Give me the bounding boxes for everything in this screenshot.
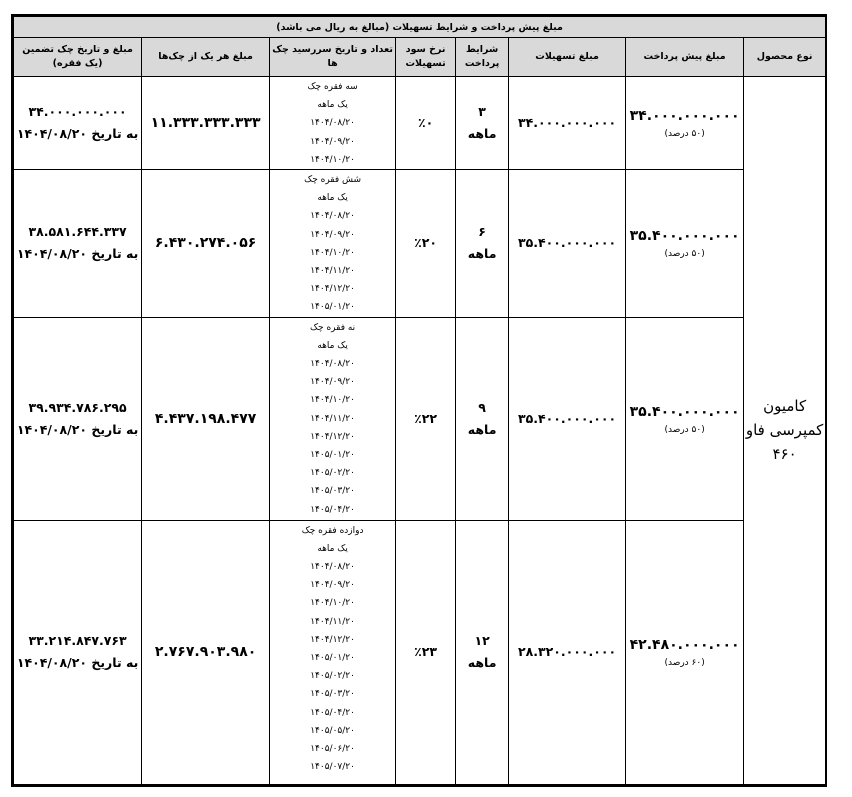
- product-cell: [744, 77, 826, 785]
- down-payment-percent: (۵۰ درصد): [664, 249, 705, 260]
- guarantee-cell: [14, 317, 142, 520]
- check-line: ۱۴۰۴/۱۱/۲۰: [310, 616, 355, 627]
- guarantee-cell: [14, 170, 142, 318]
- check-line: ۱۴۰۴/۱۰/۲۰: [310, 247, 355, 258]
- header-terms: شرایط پرداخت: [456, 38, 509, 77]
- guarantee-date: به تاریخ ۱۴۰۴/۰۸/۲۰: [16, 421, 139, 437]
- installment-table-container: [11, 14, 827, 787]
- header-per-check: مبلغ هر یک از چک‌ها: [142, 38, 270, 77]
- terms-cell: [456, 520, 509, 784]
- per-check-cell: ۲.۷۶۷.۹۰۳.۹۸۰: [142, 520, 270, 784]
- table-title: مبلغ پیش پرداخت و شرایط تسهیلات (مبالغ به ریال می باشد): [14, 17, 826, 38]
- check-line: ۱۴۰۵/۰۵/۲۰: [310, 725, 355, 736]
- check-line: ۱۴۰۴/۰۹/۲۰: [310, 136, 355, 147]
- down-payment-amount: ۳۵.۴۰۰.۰۰۰.۰۰۰: [629, 228, 740, 245]
- check-line: ۱۴۰۵/۰۳/۲۰: [310, 689, 355, 700]
- product-line2: کمپرسی فاو: [745, 421, 824, 440]
- table-row: [14, 520, 826, 784]
- check-line: ۱۴۰۴/۰۹/۲۰: [310, 580, 355, 591]
- check-line: یک ماهه: [317, 340, 348, 351]
- term-number: ۹: [478, 399, 486, 415]
- header-product: نوع محصول: [744, 38, 826, 77]
- check-line: دوازده فقره چک: [301, 525, 364, 536]
- check-line: ۱۴۰۵/۰۲/۲۰: [310, 671, 355, 682]
- interest-rate-cell: ٪۰: [396, 77, 456, 170]
- check-line: شش فقره چک: [304, 175, 362, 186]
- header-checks: تعداد و تاریخ سررسید چک ها: [270, 38, 396, 77]
- check-line: ۱۴۰۴/۱۲/۲۰: [310, 634, 355, 645]
- check-line: ۱۴۰۴/۱۲/۲۰: [310, 431, 355, 442]
- header-row: [14, 38, 826, 77]
- down-payment-cell: [626, 170, 744, 318]
- check-line: یک ماهه: [317, 100, 348, 111]
- down-payment-cell: [626, 520, 744, 784]
- term-number: ۶: [478, 224, 486, 240]
- check-line: یک ماهه: [317, 543, 348, 554]
- down-payment-percent: (۵۰ درصد): [664, 129, 705, 139]
- down-payment-percent: (۶۰ درصد): [664, 658, 705, 669]
- loan-amount-cell: ۳۴.۰۰۰.۰۰۰.۰۰۰: [509, 77, 626, 170]
- check-line: ۱۴۰۵/۰۳/۲۰: [310, 486, 355, 497]
- down-payment-amount: ۳۵.۴۰۰.۰۰۰.۰۰۰: [629, 403, 740, 420]
- table-row: [14, 170, 826, 318]
- check-line: ۱۴۰۴/۰۹/۲۰: [310, 229, 355, 240]
- check-line: ۱۴۰۵/۰۱/۲۰: [310, 302, 355, 313]
- interest-rate-cell: ٪۲۰: [396, 170, 456, 318]
- interest-rate-cell: ٪۲۳: [396, 520, 456, 784]
- check-line: ۱۴۰۵/۰۷/۲۰: [310, 762, 355, 773]
- header-guarantee-line2: (یک فقره): [52, 58, 103, 69]
- header-interest: نرخ سود تسهیلات: [396, 38, 456, 77]
- header-guarantee-line1: مبلغ و تاریخ چک تضمین: [22, 44, 133, 55]
- product-line1: کامیون: [763, 397, 807, 416]
- guarantee-amount: ۳۳.۲۱۴.۸۴۷.۷۶۳: [28, 633, 127, 649]
- guarantee-cell: [14, 520, 142, 784]
- check-line: ۱۴۰۴/۰۸/۲۰: [310, 211, 355, 222]
- check-line: ۱۴۰۵/۰۱/۲۰: [310, 450, 355, 461]
- term-unit: ماهه: [467, 126, 497, 141]
- down-payment-percent: (۵۰ درصد): [664, 424, 705, 435]
- term-number: ۱۲: [474, 633, 490, 649]
- check-line: ۱۴۰۵/۰۱/۲۰: [310, 653, 355, 664]
- header-down-payment: مبلغ پیش پرداخت: [626, 38, 744, 77]
- table-row: [14, 317, 826, 520]
- check-line: ۱۴۰۴/۰۸/۲۰: [310, 359, 355, 370]
- guarantee-amount: ۳۴.۰۰۰.۰۰۰.۰۰۰: [28, 104, 127, 119]
- checks-cell: [270, 520, 396, 784]
- loan-amount-cell: ۳۵.۴۰۰.۰۰۰.۰۰۰: [509, 317, 626, 520]
- term-unit: ماهه: [467, 421, 497, 437]
- per-check-cell: ۱۱.۳۳۳.۳۳۳.۳۳۳: [142, 77, 270, 170]
- guarantee-date: به تاریخ ۱۴۰۴/۰۸/۲۰: [16, 655, 139, 671]
- guarantee-amount: ۳۹.۹۳۴.۷۸۶.۲۹۵: [28, 399, 127, 415]
- check-line: یک ماهه: [317, 193, 348, 204]
- check-line: ۱۴۰۴/۰۸/۲۰: [310, 562, 355, 573]
- guarantee-amount: ۳۸.۵۸۱.۶۴۴.۳۳۷: [28, 224, 127, 240]
- check-line: ۱۴۰۵/۰۴/۲۰: [310, 504, 355, 515]
- table-row: [14, 77, 826, 170]
- check-line: ۱۴۰۴/۰۹/۲۰: [310, 377, 355, 388]
- per-check-cell: ۶.۴۳۰.۲۷۴.۰۵۶: [142, 170, 270, 318]
- terms-cell: [456, 77, 509, 170]
- installment-table: [13, 16, 826, 785]
- check-line: ۱۴۰۴/۱۰/۲۰: [310, 395, 355, 406]
- loan-amount-cell: ۳۵.۴۰۰.۰۰۰.۰۰۰: [509, 170, 626, 318]
- down-payment-amount: ۳۴.۰۰۰.۰۰۰.۰۰۰: [629, 108, 740, 124]
- check-line: نه فقره چک: [309, 322, 356, 333]
- terms-cell: [456, 170, 509, 318]
- per-check-cell: ۴.۴۳۷.۱۹۸.۴۷۷: [142, 317, 270, 520]
- check-line: ۱۴۰۴/۱۲/۲۰: [310, 284, 355, 295]
- checks-cell: [270, 170, 396, 318]
- interest-rate-cell: ٪۲۲: [396, 317, 456, 520]
- term-unit: ماهه: [467, 246, 497, 262]
- down-payment-cell: [626, 77, 744, 170]
- down-payment-cell: [626, 317, 744, 520]
- check-line: سه فقره چک: [307, 82, 358, 92]
- header-loan-amount: مبلغ تسهیلات: [509, 38, 626, 77]
- check-line: ۱۴۰۴/۱۱/۲۰: [310, 413, 355, 424]
- check-line: ۱۴۰۴/۱۰/۲۰: [310, 154, 355, 165]
- term-number: ۳: [478, 104, 486, 119]
- guarantee-date: به تاریخ ۱۴۰۴/۰۸/۲۰: [16, 126, 139, 141]
- check-line: ۱۴۰۵/۰۴/۲۰: [310, 707, 355, 718]
- product-line3: ۴۶۰: [772, 445, 797, 464]
- loan-amount-cell: ۲۸.۳۲۰.۰۰۰.۰۰۰: [509, 520, 626, 784]
- check-line: ۱۴۰۵/۰۲/۲۰: [310, 468, 355, 479]
- check-line: ۱۴۰۴/۰۸/۲۰: [310, 118, 355, 129]
- check-line: ۱۴۰۴/۱۱/۲۰: [310, 266, 355, 277]
- checks-cell: [270, 317, 396, 520]
- guarantee-cell: [14, 77, 142, 170]
- terms-cell: [456, 317, 509, 520]
- down-payment-amount: ۴۲.۴۸۰.۰۰۰.۰۰۰: [629, 637, 740, 654]
- term-unit: ماهه: [467, 655, 497, 671]
- header-guarantee: [14, 38, 142, 77]
- check-line: ۱۴۰۵/۰۶/۲۰: [310, 744, 355, 755]
- guarantee-date: به تاریخ ۱۴۰۴/۰۸/۲۰: [16, 246, 139, 262]
- check-line: ۱۴۰۴/۱۰/۲۰: [310, 598, 355, 609]
- checks-cell: [270, 77, 396, 170]
